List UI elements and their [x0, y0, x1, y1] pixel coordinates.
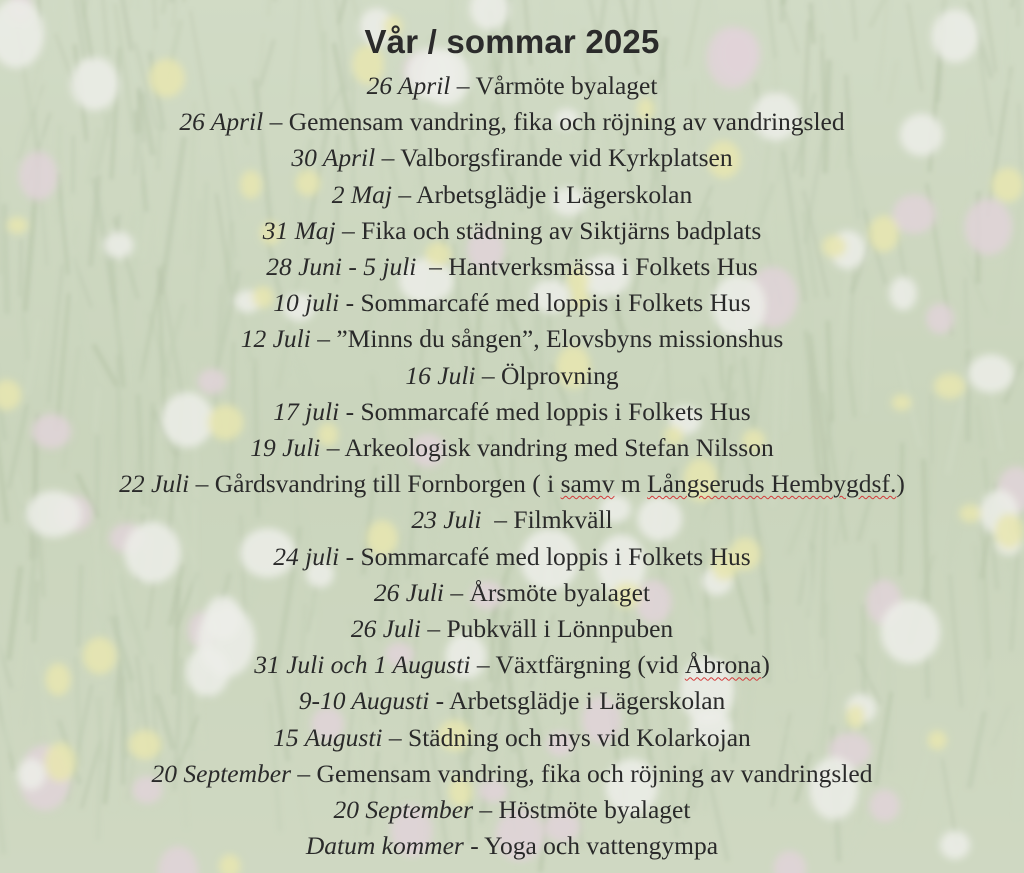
event-date: 2 Maj	[331, 179, 392, 209]
event-date: 22 Juli	[119, 469, 190, 499]
event-separator: –	[391, 179, 417, 209]
event-item	[0, 177, 1024, 213]
event-description: Sommarcafé med loppis i Folkets Hus	[360, 541, 751, 571]
event-separator: -	[429, 686, 450, 716]
event-separator: –	[473, 795, 499, 825]
event-description: Årsmöte byalaget	[469, 577, 651, 607]
event-description: Gårdsvandring till Fornborgen ( i	[214, 469, 561, 499]
event-item	[0, 683, 1024, 719]
event-date: 15 Augusti	[273, 722, 383, 752]
spellcheck-word: Åbrona	[684, 650, 762, 680]
event-separator: –	[310, 324, 337, 354]
event-description: Arbetsglädje i Lägerskolan	[449, 686, 726, 716]
event-item	[0, 285, 1024, 321]
event-item	[0, 611, 1024, 647]
event-date: 9-10 Augusti	[298, 686, 430, 716]
event-date: 16 Juli	[405, 360, 476, 390]
event-description: Sommarcafé med loppis i Folkets Hus	[360, 288, 751, 318]
event-separator: –	[375, 143, 401, 173]
event-separator: –	[481, 505, 514, 535]
event-description-part: )	[896, 469, 905, 499]
event-item	[0, 720, 1024, 756]
event-item	[0, 321, 1024, 357]
event-item	[0, 140, 1024, 176]
event-description: Sommarcafé med loppis i Folkets Hus	[360, 396, 751, 426]
event-description: Vårmöte byalaget	[475, 71, 658, 100]
event-item	[0, 647, 1024, 683]
event-separator: –	[335, 215, 362, 245]
event-date: 12 Juli	[240, 324, 311, 354]
event-item	[0, 828, 1024, 864]
event-list	[0, 68, 1024, 864]
event-separator: –	[382, 722, 409, 752]
event-date: 26 April	[179, 107, 264, 137]
event-description: Gemensam vandring, fika och röjning av vandringsled	[316, 758, 873, 788]
event-date: 26 Juli	[373, 577, 445, 607]
event-item	[0, 68, 1024, 104]
event-item	[0, 249, 1024, 285]
event-date: 20 September	[333, 795, 474, 825]
event-description: Gemensam vandring, fika och röjning av vandringsled	[288, 107, 845, 137]
event-date: 31 Maj	[262, 215, 336, 245]
spellcheck-word: Långseruds Hembygdsf.	[647, 469, 897, 499]
event-description: Arkeologisk vandring med Stefan Nilsson	[344, 433, 774, 463]
event-date: 20 September	[151, 758, 292, 788]
event-separator: –	[420, 614, 447, 644]
event-separator: –	[263, 107, 289, 137]
event-separator: -	[339, 541, 361, 571]
event-item	[0, 756, 1024, 792]
event-date: 28 Juni - 5 juli	[266, 252, 417, 282]
event-date: 17 juli	[273, 396, 340, 426]
event-description: ”Minns du sången”, Elovsbyns missionshus	[336, 324, 784, 354]
event-date: 26 April	[366, 71, 451, 100]
event-item	[0, 792, 1024, 828]
event-item	[0, 358, 1024, 394]
event-separator: –	[444, 577, 470, 607]
event-description: Fika och städning av Siktjärns badplats	[361, 215, 762, 245]
event-item	[0, 213, 1024, 249]
event-date: 26 Juli	[350, 614, 421, 644]
event-description: Hantverksmässa i Folkets Hus	[448, 252, 758, 282]
event-separator: -	[463, 831, 485, 861]
event-item	[0, 502, 1024, 538]
event-separator: -	[339, 396, 361, 426]
event-date: 23 Juli	[411, 505, 482, 535]
event-item	[0, 539, 1024, 575]
event-separator: –	[475, 360, 502, 390]
event-description: Höstmöte byalaget	[498, 795, 691, 825]
event-item	[0, 104, 1024, 140]
event-separator: –	[189, 469, 215, 499]
event-description-part: m	[614, 469, 648, 499]
event-date: 30 April	[291, 143, 376, 173]
event-date: 24 juli	[273, 541, 340, 571]
event-description: Valborgsfirande vid Kyrkplatsen	[400, 143, 733, 173]
event-separator: –	[416, 252, 449, 282]
event-separator: –	[470, 650, 496, 680]
event-separator: –	[320, 433, 345, 463]
event-item	[0, 430, 1024, 466]
event-description: Ölprovning	[501, 360, 619, 390]
event-description-part: )	[761, 650, 770, 680]
event-separator: -	[339, 288, 361, 318]
event-item	[0, 394, 1024, 430]
event-date: Datum kommer	[305, 831, 464, 861]
event-separator: –	[291, 758, 317, 788]
event-separator: –	[450, 71, 476, 100]
event-date: 10 juli	[273, 288, 340, 318]
event-description: Städning och mys vid Kolarkojan	[408, 722, 751, 752]
spellcheck-word: samv	[560, 469, 615, 499]
event-date: 19 Juli	[250, 433, 321, 463]
event-description: Filmkväll	[513, 505, 613, 535]
event-description: Yoga och vattengympa	[484, 831, 719, 861]
event-item	[0, 575, 1024, 611]
event-description: Växtfärgning (vid	[495, 650, 685, 680]
page-title: Vår / sommar 2025	[364, 23, 660, 60]
event-date: 31 Juli och 1 Augusti	[254, 650, 471, 680]
event-description: Pubkväll i Lönnpuben	[446, 614, 674, 644]
event-description: Arbetsglädje i Lägerskolan	[416, 179, 693, 209]
event-item	[0, 466, 1024, 502]
